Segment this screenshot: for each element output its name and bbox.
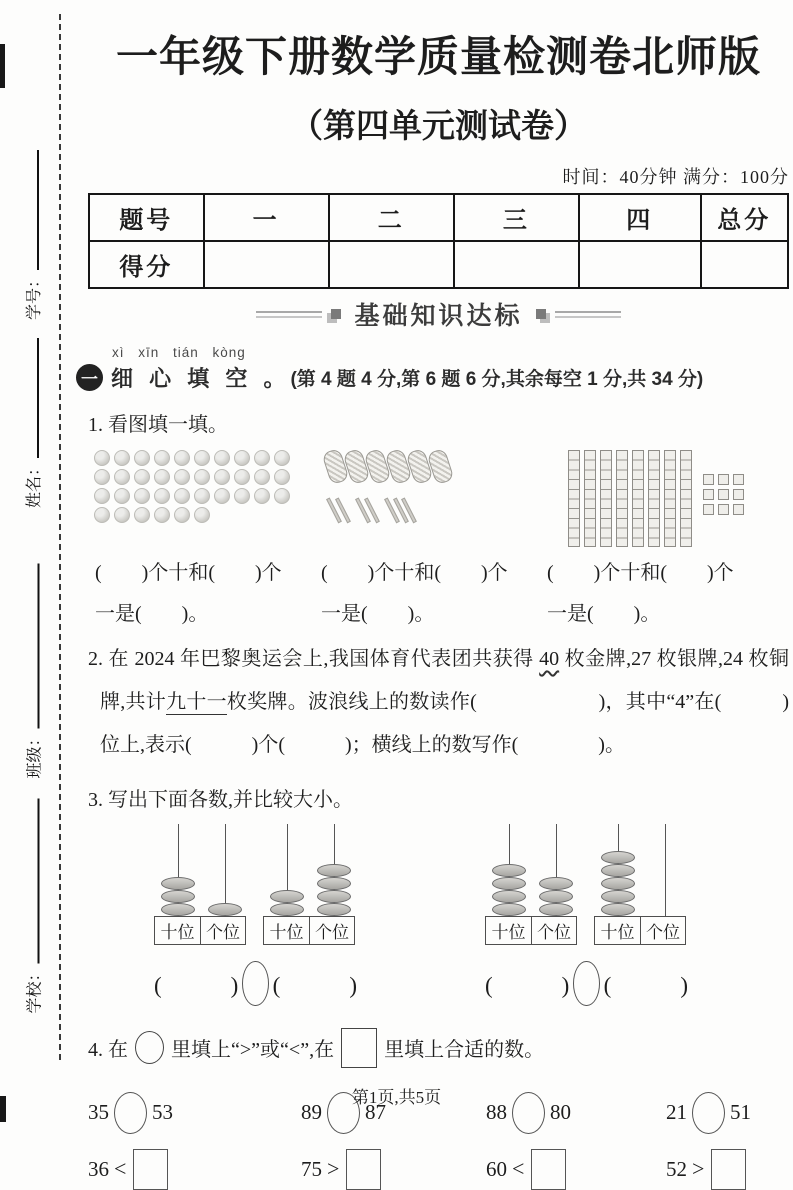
section-title: 细 心 填 空 。 bbox=[111, 366, 291, 391]
section-number-icon: 一 bbox=[76, 364, 103, 391]
q4-left-number: 88 bbox=[486, 1100, 507, 1125]
score-header-cell: 题号 bbox=[89, 194, 204, 241]
q4-text-part3: 里填上合适的数。 bbox=[384, 1039, 545, 1062]
tens-rod-icon bbox=[584, 450, 596, 547]
q4-box-item bbox=[88, 1149, 301, 1190]
bead-icon bbox=[174, 450, 190, 466]
bead-icon bbox=[254, 488, 270, 504]
bead-icon bbox=[114, 469, 130, 485]
ones-cubes-grid bbox=[703, 474, 744, 515]
q4-left-number: 89 bbox=[301, 1100, 322, 1125]
place-value-box bbox=[263, 916, 355, 945]
abacus-figure bbox=[263, 824, 357, 945]
tens-rod-icon bbox=[664, 450, 676, 547]
bead-icon bbox=[274, 450, 290, 466]
sidebar-field bbox=[19, 563, 45, 778]
abacus-bead-icon bbox=[161, 890, 195, 903]
abacus-columns bbox=[263, 824, 357, 916]
q4-number: 52 bbox=[666, 1156, 687, 1181]
sidebar-field bbox=[19, 150, 45, 320]
question-1-figures bbox=[88, 450, 789, 546]
compare-right-blank: ( ) bbox=[603, 972, 688, 998]
page-subtitle: （第四单元测试卷） bbox=[290, 109, 587, 145]
q4-answer-box bbox=[346, 1149, 381, 1190]
abacus-figure bbox=[154, 824, 248, 945]
bead-icon bbox=[174, 469, 190, 485]
question-3-compare-row bbox=[88, 961, 789, 1006]
tens-rod-icon bbox=[680, 450, 692, 547]
abacus-column bbox=[532, 824, 579, 916]
q2-underlined-number: 40 bbox=[539, 648, 560, 670]
unit-cube-icon bbox=[718, 474, 729, 485]
tens-rod-icon bbox=[568, 450, 580, 547]
q1-blank-line1: ( )个十和( )个 bbox=[321, 562, 508, 584]
bead-row bbox=[94, 507, 296, 523]
q4-box-item bbox=[301, 1149, 486, 1190]
q1-blank-line2: 一是( )。 bbox=[95, 603, 209, 625]
abacus-column bbox=[201, 824, 248, 916]
question-4-text bbox=[88, 1028, 789, 1068]
bead-icon bbox=[134, 507, 150, 523]
abacus-bead-icon bbox=[492, 877, 526, 890]
unit-cube-icon bbox=[703, 474, 714, 485]
seal-line-sidebar bbox=[0, 14, 61, 1060]
banner-title: 基础知识达标 bbox=[354, 302, 523, 330]
compare-right-blank: ( ) bbox=[272, 972, 357, 998]
q1-blank-line1: ( )个十和( )个 bbox=[95, 562, 282, 584]
abacus-column bbox=[641, 824, 688, 916]
abacus-bead-icon bbox=[270, 890, 304, 903]
bead-icon bbox=[194, 488, 210, 504]
q4-answer-box bbox=[711, 1149, 746, 1190]
exam-paper bbox=[81, 0, 790, 1190]
bead-icon bbox=[214, 469, 230, 485]
tens-rod-icon bbox=[616, 450, 628, 547]
bead-icon bbox=[254, 469, 270, 485]
section-score-note: (第 4 题 4 分,第 6 题 6 分,其余每空 1 分,共 34 分) bbox=[290, 369, 704, 390]
bead-icon bbox=[194, 450, 210, 466]
banner-ornament-right-icon bbox=[536, 309, 546, 319]
unit-cube-icon bbox=[733, 504, 744, 515]
place-value-label: 个位 bbox=[309, 917, 354, 944]
q4-right-number: 87 bbox=[365, 1100, 386, 1125]
score-empty-cell bbox=[579, 241, 701, 288]
abacus-bead-icon bbox=[601, 851, 635, 864]
bead-icon bbox=[274, 488, 290, 504]
abacus-column bbox=[263, 824, 310, 916]
sidebar-field-line bbox=[25, 563, 39, 728]
stick-group bbox=[390, 497, 411, 524]
score-header-cell: 总分 bbox=[701, 194, 788, 241]
bead-icon bbox=[154, 507, 170, 523]
bead-icon bbox=[94, 469, 110, 485]
sidebar-field-line bbox=[25, 798, 39, 963]
tens-rod-icon bbox=[648, 450, 660, 547]
abacus-bead-icon bbox=[492, 890, 526, 903]
bundle-row bbox=[326, 450, 476, 483]
q4-left-number: 21 bbox=[666, 1100, 687, 1125]
score-empty-cell bbox=[701, 241, 788, 288]
place-value-label: 十位 bbox=[600, 922, 635, 942]
bead-row bbox=[94, 450, 296, 466]
bead-icon bbox=[114, 488, 130, 504]
bead-icon bbox=[134, 450, 150, 466]
stick-bundle-icon bbox=[426, 448, 454, 485]
bead-icon bbox=[114, 507, 130, 523]
bead-row bbox=[94, 488, 296, 504]
compare-expression bbox=[485, 961, 688, 1006]
tens-rod-icon bbox=[632, 450, 644, 547]
score-header-cell: 四 bbox=[579, 194, 701, 241]
sidebar-field-label: 姓名： bbox=[25, 459, 43, 508]
bead-icon bbox=[214, 450, 230, 466]
score-empty-cell bbox=[204, 241, 329, 288]
place-value-box bbox=[154, 916, 246, 945]
compare-left-blank: ( ) bbox=[154, 972, 239, 998]
bead-icon bbox=[154, 469, 170, 485]
q4-inline-square bbox=[341, 1028, 377, 1068]
sidebar-field-line bbox=[25, 338, 39, 458]
bead-icon bbox=[254, 450, 270, 466]
abacus-columns bbox=[594, 824, 688, 916]
abacus-bead-icon bbox=[161, 903, 195, 916]
sidebar-field-label: 班级： bbox=[25, 729, 43, 778]
abacus-column bbox=[154, 824, 201, 916]
unit-cube-icon bbox=[733, 489, 744, 500]
score-empty-cell bbox=[454, 241, 579, 288]
q1-blank-line1: ( )个十和( )个 bbox=[547, 562, 734, 584]
bead-icon bbox=[234, 469, 250, 485]
question-2-text bbox=[88, 638, 789, 768]
q1-blank-line2: 一是( )。 bbox=[321, 603, 435, 625]
q2-text-segment: 2. 在 2024 年巴黎奥运会上,我国体育代表团共获得 bbox=[88, 648, 540, 670]
q2-text-segment: 枚奖牌。波浪线上的数读作( )，其中“4”在( )位上,表示( )个( )；横线上的数写作( )。 bbox=[100, 691, 790, 757]
place-value-label: 个位 bbox=[531, 917, 576, 944]
question-3-text: 3. 写出下面各数,并比较大小。 bbox=[88, 788, 353, 811]
abacus-figure bbox=[594, 824, 688, 945]
base-ten-blocks-figure bbox=[568, 450, 744, 546]
q4-answer-box bbox=[531, 1149, 566, 1190]
abacus-bead-icon bbox=[601, 877, 635, 890]
q4-box-item bbox=[666, 1149, 789, 1190]
banner-line-left bbox=[256, 311, 322, 318]
q1-blank-column bbox=[540, 556, 766, 626]
q1-blank-column bbox=[314, 556, 540, 626]
q4-right-number: 53 bbox=[152, 1100, 173, 1125]
q4-box-item bbox=[486, 1149, 666, 1190]
section-pinyin: xì xīn tián kòng bbox=[112, 345, 246, 360]
bead-icon bbox=[194, 469, 210, 485]
abacus-figure bbox=[485, 824, 579, 945]
abacus-column bbox=[310, 824, 357, 916]
unit-cube-icon bbox=[703, 504, 714, 515]
abacus-bead-icon bbox=[317, 903, 351, 916]
q4-left-number: 35 bbox=[88, 1100, 109, 1125]
place-value-label: 十位 bbox=[160, 922, 195, 942]
place-value-box bbox=[485, 916, 577, 945]
abacus-bead-icon bbox=[492, 864, 526, 877]
score-table-header-row bbox=[89, 194, 788, 241]
sidebar-field-line bbox=[25, 150, 39, 270]
score-table bbox=[88, 193, 789, 289]
sidebar-field bbox=[19, 338, 45, 508]
section-banner bbox=[88, 296, 789, 332]
q4-inline-circle bbox=[135, 1031, 164, 1064]
place-value-label: 个位 bbox=[640, 917, 685, 944]
score-row-label: 得分 bbox=[89, 241, 204, 288]
bead-icon bbox=[174, 488, 190, 504]
exam-meta: 时间：40分钟 满分：100分 bbox=[562, 167, 789, 187]
abacus-bead-icon bbox=[601, 903, 635, 916]
unit-cube-icon bbox=[703, 489, 714, 500]
bead-icon bbox=[134, 469, 150, 485]
unit-cube-icon bbox=[718, 504, 729, 515]
score-header-cell: 三 bbox=[454, 194, 579, 241]
q4-answer-box bbox=[133, 1149, 168, 1190]
bead-icon bbox=[94, 488, 110, 504]
section-heading bbox=[76, 362, 789, 393]
q4-number: 75 bbox=[301, 1156, 322, 1181]
abacus-bead-icon bbox=[317, 864, 351, 877]
abacus-bead-icon bbox=[161, 877, 195, 890]
tens-rod-icon bbox=[600, 450, 612, 547]
abacus-group bbox=[154, 824, 357, 945]
stick-group bbox=[332, 497, 344, 524]
q1-blank-column bbox=[88, 556, 314, 626]
abacus-bead-icon bbox=[539, 877, 573, 890]
page-footer: 第1页,共5页 bbox=[351, 1088, 442, 1107]
abacus-bead-icon bbox=[539, 903, 573, 916]
bead-icon bbox=[154, 450, 170, 466]
abacus-row bbox=[88, 824, 789, 945]
bead-icon bbox=[174, 507, 190, 523]
abacus-columns bbox=[154, 824, 248, 916]
abacus-bead-icon bbox=[492, 903, 526, 916]
bead-row bbox=[94, 469, 296, 485]
bead-icon bbox=[134, 488, 150, 504]
place-value-label: 个位 bbox=[200, 917, 245, 944]
question-1-blanks bbox=[88, 556, 789, 626]
place-value-box bbox=[594, 916, 686, 945]
bead-icon bbox=[214, 488, 230, 504]
q2-text-segment: 枚金牌,27 枚银牌,24 枚铜牌,共计 bbox=[100, 648, 790, 714]
q4-operator: < bbox=[512, 1156, 525, 1182]
sidebar-field-label: 学校： bbox=[25, 964, 43, 1013]
q4-operator: > bbox=[327, 1156, 340, 1182]
banner-ornament-left-icon bbox=[331, 309, 341, 319]
q4-text-part2: 里填上“>”或“<”,在 bbox=[171, 1039, 335, 1062]
tens-rods-row bbox=[568, 450, 692, 547]
place-value-label: 十位 bbox=[269, 922, 304, 942]
q4-text-part1: 4. 在 bbox=[88, 1039, 128, 1062]
bead-icon bbox=[234, 488, 250, 504]
q4-number: 36 bbox=[88, 1156, 109, 1181]
abacus-bead-icon bbox=[539, 890, 573, 903]
q4-number: 60 bbox=[486, 1156, 507, 1181]
bead-icon bbox=[154, 488, 170, 504]
question-1-text: 1. 看图填一填。 bbox=[88, 414, 228, 436]
abacus-bead-icon bbox=[317, 877, 351, 890]
loose-stick-row bbox=[332, 497, 476, 524]
stick-group bbox=[361, 497, 373, 524]
abacus-bead-icon bbox=[270, 903, 304, 916]
abacus-column bbox=[594, 824, 641, 916]
page-title: 一年级下册数学质量检测卷北师版 bbox=[115, 35, 761, 81]
beads-figure bbox=[94, 450, 296, 546]
question-4-box-row bbox=[88, 1149, 789, 1190]
q4-operator: < bbox=[114, 1156, 127, 1182]
score-empty-cell bbox=[329, 241, 454, 288]
q4-right-number: 51 bbox=[730, 1100, 751, 1125]
sidebar-field bbox=[19, 798, 45, 1013]
score-header-cell: 二 bbox=[329, 194, 454, 241]
abacus-bead-icon bbox=[317, 890, 351, 903]
unit-cube-icon bbox=[718, 489, 729, 500]
q4-operator: > bbox=[692, 1156, 705, 1182]
compare-left-blank: ( ) bbox=[485, 972, 570, 998]
compare-expression bbox=[154, 961, 357, 1006]
bead-icon bbox=[274, 469, 290, 485]
score-header-cell: 一 bbox=[204, 194, 329, 241]
abacus-columns bbox=[485, 824, 579, 916]
place-value-label: 十位 bbox=[491, 922, 526, 942]
abacus-bead-icon bbox=[601, 890, 635, 903]
bead-icon bbox=[194, 507, 210, 523]
compare-circle bbox=[573, 961, 599, 1006]
bead-icon bbox=[114, 450, 130, 466]
score-table-score-row bbox=[89, 241, 788, 288]
bead-icon bbox=[94, 507, 110, 523]
unit-cube-icon bbox=[733, 474, 744, 485]
sidebar-field-label: 学号： bbox=[25, 271, 43, 320]
abacus-column bbox=[485, 824, 532, 916]
q1-blank-line2: 一是( )。 bbox=[547, 603, 661, 625]
bead-icon bbox=[94, 450, 110, 466]
abacus-group bbox=[485, 824, 688, 945]
abacus-rod bbox=[665, 824, 667, 916]
stick-bundles-figure bbox=[326, 450, 476, 546]
abacus-bead-icon bbox=[601, 864, 635, 877]
q2-underlined-number: 九十一 bbox=[166, 691, 227, 714]
abacus-bead-icon bbox=[208, 903, 242, 916]
compare-circle bbox=[242, 961, 268, 1006]
q4-right-number: 80 bbox=[550, 1100, 571, 1125]
bead-icon bbox=[234, 450, 250, 466]
q1-blank-columns bbox=[88, 556, 789, 626]
banner-line-right bbox=[555, 311, 621, 318]
